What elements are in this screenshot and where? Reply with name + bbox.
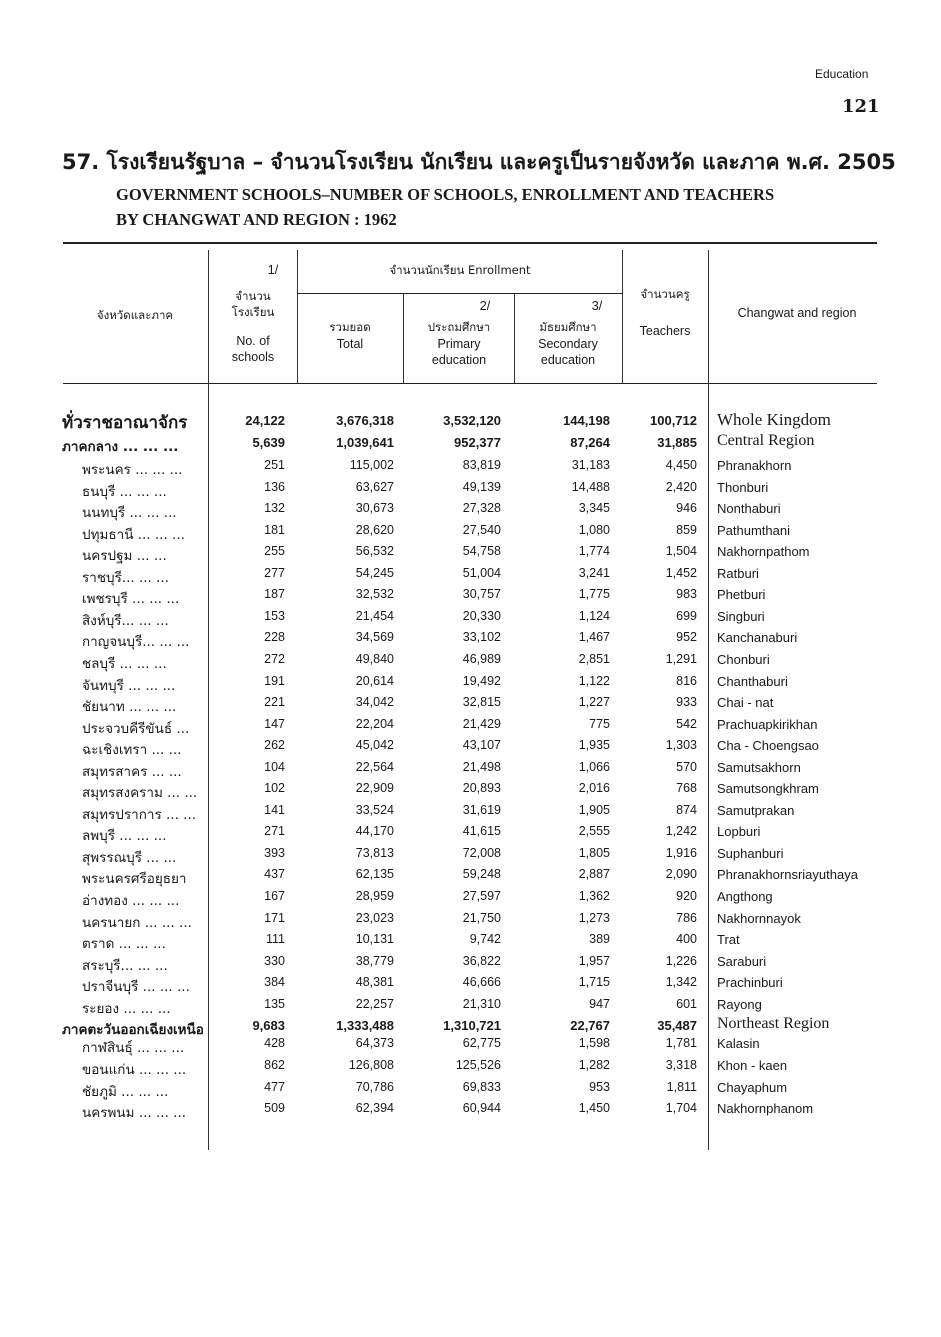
- col-header-changwat-thai: จังหวัดและภาค: [96, 308, 174, 322]
- table-row: [0, 587, 941, 608]
- row-enrollment-primary: 19,492: [462, 673, 501, 688]
- table-row: [0, 911, 941, 932]
- row-enrollment-total: 34,042: [355, 695, 394, 710]
- row-teachers: 874: [676, 802, 697, 817]
- row-teachers: 4,450: [665, 458, 697, 472]
- row-enrollment-secondary: 1,715: [578, 975, 610, 990]
- row-enrollment-total: 22,257: [355, 996, 394, 1011]
- row-enrollment-total: 44,170: [355, 824, 394, 839]
- row-english-name: Singburi: [717, 608, 765, 624]
- row-thai-name: ขอนแก่น ... ... ...: [82, 1062, 187, 1078]
- table-row: [0, 1036, 941, 1057]
- row-thai-name: กาฬสินธุ์ ... ... ...: [82, 1040, 185, 1056]
- table-row: [0, 781, 941, 802]
- table-row: [0, 803, 941, 824]
- row-enrollment-primary: 41,615: [462, 824, 501, 839]
- col-header-schools-note: 1/: [267, 263, 279, 277]
- row-enrollment-total: 10,131: [355, 932, 394, 947]
- row-thai-name: สมุทรสาคร ... ...: [82, 763, 182, 780]
- row-enrollment-primary: 36,822: [462, 953, 501, 968]
- col-header-secondary-thai: มัธยมศึกษา: [539, 320, 597, 334]
- row-thai-name: ปทุมธานี ... ... ...: [82, 526, 185, 543]
- row-thai-name: นครพนม ... ... ...: [82, 1105, 187, 1121]
- row-enrollment-total: 21,454: [355, 608, 394, 623]
- table-row: [0, 717, 941, 738]
- row-thai-name: อ่างทอง ... ... ...: [82, 893, 180, 909]
- col-header-enrollment: จำนวนนักเรียน Enrollment: [389, 263, 531, 277]
- row-enrollment-total: 32,532: [355, 587, 394, 602]
- column-divider: [622, 250, 623, 383]
- row-enrollment-primary: 46,989: [462, 651, 501, 666]
- row-english-name: Suphanburi: [717, 845, 784, 861]
- row-english-name: Central Region: [717, 432, 815, 449]
- row-schools: 384: [264, 975, 285, 990]
- row-enrollment-total: 1,333,488: [336, 1018, 394, 1034]
- row-thai-name: นครนายก ... ... ...: [82, 914, 192, 931]
- row-schools: 5,639: [252, 435, 285, 450]
- row-enrollment-primary: 32,815: [462, 695, 501, 710]
- row-enrollment-secondary: 389: [589, 932, 610, 947]
- row-enrollment-primary: 62,775: [462, 1036, 501, 1050]
- row-enrollment-primary: 51,004: [462, 565, 501, 580]
- row-teachers: 1,704: [665, 1101, 697, 1115]
- row-enrollment-primary: 21,498: [462, 759, 501, 774]
- row-teachers: 1,291: [665, 651, 697, 666]
- row-schools: 104: [264, 759, 285, 774]
- row-schools: 135: [264, 996, 285, 1011]
- row-enrollment-primary: 20,330: [462, 608, 501, 623]
- row-enrollment-secondary: 1,362: [578, 889, 610, 903]
- table-row: [0, 566, 941, 587]
- row-thai-name: ทั่วราชอาณาจักร: [62, 413, 188, 433]
- row-enrollment-total: 62,394: [355, 1101, 394, 1115]
- row-enrollment-secondary: 3,241: [578, 565, 610, 580]
- row-thai-name: สุพรรณบุรี ... ...: [82, 849, 177, 866]
- row-thai-name: ชัยนาท ... ... ...: [82, 699, 177, 716]
- row-enrollment-primary: 9,742: [469, 932, 501, 947]
- row-teachers: 699: [676, 608, 697, 623]
- row-teachers: 400: [676, 932, 697, 947]
- col-header-changwat-english: Changwat and region: [737, 306, 857, 320]
- row-english-name: Chonburi: [717, 651, 770, 667]
- table-row: [0, 523, 941, 544]
- row-teachers: 542: [676, 716, 697, 731]
- row-enrollment-primary: 49,139: [462, 479, 501, 494]
- row-schools: 509: [264, 1101, 285, 1115]
- row-enrollment-primary: 21,310: [462, 996, 501, 1011]
- table-row: [0, 846, 941, 867]
- row-thai-name: ชลบุรี ... ... ...: [82, 655, 167, 672]
- table-row: [0, 674, 941, 695]
- row-schools: 393: [264, 845, 285, 860]
- row-enrollment-secondary: 1,227: [578, 695, 610, 710]
- row-schools: 221: [264, 695, 285, 710]
- column-divider: [297, 250, 298, 383]
- row-teachers: 1,504: [665, 544, 697, 559]
- row-enrollment-secondary: 1,935: [578, 738, 610, 753]
- row-schools: 191: [264, 673, 285, 688]
- row-english-name: Nonthaburi: [717, 501, 781, 517]
- row-enrollment-secondary: 1,450: [578, 1101, 610, 1115]
- row-enrollment-primary: 1,310,721: [443, 1018, 501, 1034]
- row-thai-name: ธนบุรี ... ... ...: [82, 483, 167, 500]
- row-english-name: Samutsongkhram: [717, 781, 819, 797]
- row-english-name: Cha - Choengsao: [717, 738, 819, 754]
- row-teachers: 816: [676, 673, 697, 688]
- col-header-primary-english: Primary education: [431, 337, 487, 367]
- row-schools: 24,122: [245, 413, 285, 428]
- row-enrollment-primary: 83,819: [462, 458, 501, 472]
- row-english-name: Prachuapkirikhan: [717, 716, 818, 732]
- row-enrollment-secondary: 144,198: [563, 413, 610, 428]
- row-schools: 330: [264, 953, 285, 968]
- row-teachers: 859: [676, 522, 697, 537]
- row-teachers: 1,226: [665, 953, 697, 968]
- row-english-name: Lopburi: [717, 824, 761, 840]
- row-english-name: Nakhornnayok: [717, 910, 801, 926]
- table-row: [0, 954, 941, 975]
- row-thai-name: ชัยภูมิ ... ... ...: [82, 1083, 169, 1100]
- table-row: [0, 630, 941, 651]
- row-teachers: 1,452: [665, 565, 697, 580]
- row-schools: 437: [264, 867, 285, 882]
- row-enrollment-secondary: 1,905: [578, 802, 610, 817]
- row-enrollment-secondary: 1,066: [578, 759, 610, 774]
- row-thai-name: กาญจนบุรี... ... ...: [82, 634, 190, 651]
- row-thai-name: พระนครศรีอยุธยา: [82, 871, 187, 888]
- row-enrollment-primary: 43,107: [462, 738, 501, 753]
- column-divider: [514, 293, 515, 383]
- row-enrollment-total: 126,808: [348, 1058, 394, 1072]
- row-enrollment-total: 1,039,641: [336, 435, 394, 450]
- row-enrollment-total: 30,673: [355, 501, 394, 516]
- row-enrollment-secondary: 2,016: [578, 781, 610, 796]
- row-enrollment-primary: 60,944: [462, 1101, 501, 1115]
- table-title-english-line2: BY CHANGWAT AND REGION : 1962: [116, 210, 397, 229]
- row-teachers: 920: [676, 889, 697, 903]
- col-header-primary-note: 2/: [479, 299, 491, 313]
- row-schools: 136: [264, 479, 285, 494]
- table-title-thai: 57. โรงเรียนรัฐบาล – จำนวนโรงเรียน นักเรียน และครูเป็นรายจังหวัด และภาค พ.ศ. 2505: [62, 150, 896, 174]
- row-thai-name: นครปฐม ... ...: [82, 548, 167, 565]
- row-schools: 132: [264, 501, 285, 516]
- row-schools: 477: [264, 1079, 285, 1094]
- row-thai-name: ตราด ... ... ...: [82, 936, 166, 953]
- row-enrollment-total: 45,042: [355, 738, 394, 753]
- row-thai-name: เพชรบุรี ... ... ...: [82, 591, 180, 608]
- table-row-total: [0, 410, 941, 434]
- row-teachers: 1,242: [665, 824, 697, 839]
- row-teachers: 2,090: [665, 867, 697, 882]
- col-header-total-thai: รวมยอด: [329, 320, 371, 334]
- row-enrollment-total: 23,023: [355, 910, 394, 925]
- row-enrollment-secondary: 953: [589, 1079, 610, 1094]
- row-thai-name: ปราจีนบุรี ... ... ...: [82, 979, 190, 996]
- row-enrollment-secondary: 3,345: [578, 501, 610, 516]
- row-enrollment-total: 28,959: [355, 889, 394, 903]
- row-enrollment-secondary: 22,767: [570, 1018, 610, 1034]
- row-thai-name: สมุทรปราการ ... ...: [82, 806, 197, 823]
- row-schools: 255: [264, 544, 285, 559]
- row-thai-name: สมุทรสงคราม ... ...: [82, 785, 198, 802]
- row-schools: 862: [264, 1058, 285, 1072]
- row-english-name: Samutsakhorn: [717, 759, 801, 775]
- row-enrollment-primary: 952,377: [454, 435, 501, 450]
- row-teachers: 1,916: [665, 845, 697, 860]
- table-row: [0, 480, 941, 501]
- row-teachers: 1,781: [665, 1036, 697, 1050]
- row-schools: 111: [265, 932, 285, 947]
- row-enrollment-primary: 72,008: [462, 845, 501, 860]
- header-bottom-rule: [63, 383, 877, 384]
- row-teachers: 983: [676, 587, 697, 602]
- row-schools: 271: [264, 824, 285, 839]
- row-schools: 141: [264, 802, 285, 817]
- table-row: [0, 1101, 941, 1122]
- row-english-name: Rayong: [717, 996, 762, 1012]
- row-enrollment-total: 70,786: [355, 1079, 394, 1094]
- row-teachers: 31,885: [657, 435, 697, 450]
- row-enrollment-secondary: 31,183: [571, 458, 610, 472]
- row-enrollment-total: 38,779: [355, 953, 394, 968]
- table-row: [0, 760, 941, 781]
- col-header-schools-thai: จำนวน โรงเรียน: [231, 289, 275, 319]
- row-english-name: Chai - nat: [717, 695, 774, 711]
- row-english-name: Trat: [717, 932, 740, 948]
- row-enrollment-secondary: 87,264: [570, 435, 610, 450]
- table-row: [0, 867, 941, 888]
- table-row: [0, 652, 941, 673]
- row-schools: 147: [264, 716, 285, 731]
- row-enrollment-total: 63,627: [355, 479, 394, 494]
- row-enrollment-primary: 59,248: [462, 867, 501, 882]
- row-enrollment-total: 115,002: [349, 458, 394, 472]
- row-enrollment-secondary: 1,282: [578, 1058, 610, 1072]
- table-row: [0, 738, 941, 759]
- row-teachers: 786: [676, 910, 697, 925]
- row-enrollment-secondary: 1,273: [578, 910, 610, 925]
- row-english-name: Northeast Region: [717, 1015, 830, 1033]
- row-enrollment-primary: 54,758: [462, 544, 501, 559]
- row-english-name: Thonburi: [717, 479, 769, 495]
- row-english-name: Khon - kaen: [717, 1058, 788, 1073]
- row-english-name: Phranakhornsriayuthaya: [717, 867, 858, 883]
- table-row: [0, 501, 941, 522]
- row-thai-name: ฉะเชิงเทรา ... ...: [82, 742, 182, 759]
- row-enrollment-total: 3,676,318: [336, 413, 394, 428]
- row-english-name: Ratburi: [717, 565, 759, 581]
- table-row: [0, 695, 941, 716]
- row-enrollment-secondary: 947: [589, 996, 610, 1011]
- row-enrollment-total: 48,381: [355, 975, 394, 990]
- row-enrollment-total: 20,614: [355, 673, 394, 688]
- row-teachers: 1,811: [666, 1079, 697, 1094]
- table-row: [0, 889, 941, 910]
- row-teachers: 3,318: [665, 1058, 697, 1072]
- row-schools: 181: [264, 522, 285, 537]
- row-thai-name: นนทบุรี ... ... ...: [82, 505, 177, 522]
- col-header-teachers-thai: จำนวนครู: [640, 287, 690, 301]
- row-enrollment-total: 54,245: [355, 565, 394, 580]
- row-english-name: Pathumthani: [717, 522, 790, 538]
- row-enrollment-total: 34,569: [355, 630, 394, 645]
- row-enrollment-secondary: 2,555: [578, 824, 610, 839]
- row-english-name: Chanthaburi: [717, 673, 788, 689]
- row-english-name: Kalasin: [717, 1036, 760, 1051]
- col-header-schools-english: No. of schools: [231, 334, 275, 364]
- col-header-secondary-note: 3/: [591, 299, 603, 313]
- row-enrollment-total: 22,564: [355, 759, 394, 774]
- row-english-name: Samutprakan: [717, 802, 795, 818]
- row-enrollment-secondary: 775: [589, 716, 610, 731]
- row-teachers: 768: [676, 781, 697, 796]
- row-enrollment-secondary: 1,774: [578, 544, 610, 559]
- row-teachers: 570: [676, 759, 697, 774]
- row-english-name: Phranakhorn: [717, 458, 792, 473]
- row-enrollment-primary: 27,597: [462, 889, 501, 903]
- row-schools: 9,683: [252, 1018, 285, 1034]
- row-teachers: 952: [676, 630, 697, 645]
- page-number: 121: [842, 96, 880, 117]
- table-row: [0, 1058, 941, 1079]
- row-enrollment-total: 22,204: [355, 716, 394, 731]
- row-schools: 153: [264, 608, 285, 623]
- row-enrollment-total: 49,840: [355, 651, 394, 666]
- table-row: [0, 1080, 941, 1101]
- row-thai-name: สิงห์บุรี... ... ...: [82, 612, 169, 629]
- table-title-english-line1: GOVERNMENT SCHOOLS–NUMBER OF SCHOOLS, ENROLLMENT AND TEACHERS: [116, 185, 775, 204]
- row-enrollment-total: 56,532: [355, 544, 394, 559]
- row-thai-name: พระนคร ... ... ...: [82, 462, 183, 478]
- row-schools: 167: [264, 889, 285, 903]
- row-teachers: 933: [676, 695, 697, 710]
- row-enrollment-primary: 3,532,120: [443, 413, 501, 428]
- row-teachers: 601: [676, 996, 697, 1011]
- row-enrollment-primary: 33,102: [462, 630, 501, 645]
- row-schools: 262: [264, 738, 285, 753]
- row-enrollment-secondary: 1,080: [578, 522, 610, 537]
- row-schools: 428: [264, 1036, 285, 1050]
- col-header-total-english: Total: [336, 337, 364, 351]
- row-enrollment-total: 64,373: [355, 1036, 394, 1050]
- row-teachers: 1,342: [665, 975, 697, 990]
- row-enrollment-primary: 21,750: [462, 910, 501, 925]
- table-row: [0, 609, 941, 630]
- row-thai-name: ระยอง ... ... ...: [82, 1000, 171, 1017]
- row-enrollment-secondary: 1,598: [578, 1036, 610, 1050]
- row-teachers: 946: [676, 501, 697, 516]
- row-schools: 102: [264, 781, 285, 796]
- section-label: Education: [815, 67, 869, 81]
- col-header-teachers-english: Teachers: [639, 324, 691, 338]
- row-english-name: Kanchanaburi: [717, 630, 798, 646]
- row-schools: 277: [264, 565, 285, 580]
- table-row: [0, 544, 941, 565]
- row-enrollment-primary: 30,757: [462, 587, 501, 602]
- row-enrollment-primary: 125,526: [455, 1058, 501, 1072]
- row-enrollment-total: 22,909: [355, 781, 394, 796]
- row-schools: 251: [264, 458, 285, 472]
- row-english-name: Prachinburi: [717, 975, 783, 991]
- row-thai-name: ภาคกลาง ... ... ...: [62, 439, 179, 455]
- row-thai-name: สระบุรี... ... ...: [82, 957, 168, 974]
- table-row: [0, 975, 941, 996]
- column-divider: [403, 293, 404, 383]
- table-top-rule: [63, 242, 877, 244]
- row-enrollment-total: 62,135: [355, 867, 394, 882]
- col-header-secondary-english: Secondary education: [538, 337, 598, 367]
- row-schools: 171: [264, 910, 285, 925]
- row-enrollment-secondary: 2,887: [578, 867, 610, 882]
- row-english-name: Nakhornpathom: [717, 544, 810, 560]
- row-english-name: Phetburi: [717, 587, 766, 603]
- row-teachers: 1,303: [665, 738, 697, 753]
- row-english-name: Angthong: [717, 889, 773, 904]
- row-enrollment-total: 28,620: [355, 522, 394, 537]
- row-schools: 272: [264, 651, 285, 666]
- table-row: [0, 932, 941, 953]
- row-enrollment-primary: 69,833: [462, 1079, 501, 1094]
- row-thai-name: ราชบุรี... ... ...: [82, 569, 170, 586]
- row-thai-name: ภาคตะวันออกเฉียงเหนือ: [62, 1022, 204, 1039]
- row-english-name: Saraburi: [717, 953, 767, 969]
- row-english-name: Nakhornphanom: [717, 1101, 814, 1116]
- row-schools: 187: [264, 587, 285, 602]
- row-enrollment-primary: 31,619: [462, 802, 501, 817]
- row-teachers: 2,420: [665, 479, 697, 494]
- row-teachers: 100,712: [650, 413, 697, 428]
- table-row: [0, 824, 941, 845]
- row-enrollment-primary: 21,429: [462, 716, 501, 731]
- row-enrollment-secondary: 1,775: [578, 587, 610, 602]
- row-enrollment-secondary: 1,124: [578, 608, 610, 623]
- row-english-name: Chayaphum: [717, 1079, 788, 1095]
- row-thai-name: ลพบุรี ... ... ...: [82, 828, 167, 845]
- table-row: [0, 458, 941, 479]
- row-teachers: 35,487: [657, 1018, 697, 1034]
- row-enrollment-total: 33,524: [355, 802, 394, 817]
- row-enrollment-primary: 20,893: [462, 781, 501, 796]
- row-schools: 228: [264, 630, 285, 645]
- row-english-name: Whole Kingdom: [717, 410, 831, 429]
- row-enrollment-primary: 27,328: [462, 501, 501, 516]
- table-row-region: [0, 432, 941, 456]
- row-thai-name: จันทบุรี ... ... ...: [82, 677, 176, 694]
- row-enrollment-secondary: 1,467: [578, 630, 610, 645]
- row-enrollment-secondary: 1,805: [578, 845, 610, 860]
- row-thai-name: ประจวบคีรีขันธ์ ...: [82, 720, 190, 737]
- col-header-primary-thai: ประถมศึกษา: [427, 320, 491, 334]
- row-enrollment-primary: 27,540: [462, 522, 501, 537]
- row-enrollment-secondary: 14,488: [571, 479, 610, 494]
- row-enrollment-secondary: 1,122: [578, 673, 610, 688]
- row-enrollment-primary: 46,666: [462, 975, 501, 990]
- row-enrollment-secondary: 2,851: [578, 651, 610, 666]
- row-enrollment-total: 73,813: [355, 845, 394, 860]
- row-enrollment-secondary: 1,957: [578, 953, 610, 968]
- enrollment-group-rule: [298, 293, 623, 294]
